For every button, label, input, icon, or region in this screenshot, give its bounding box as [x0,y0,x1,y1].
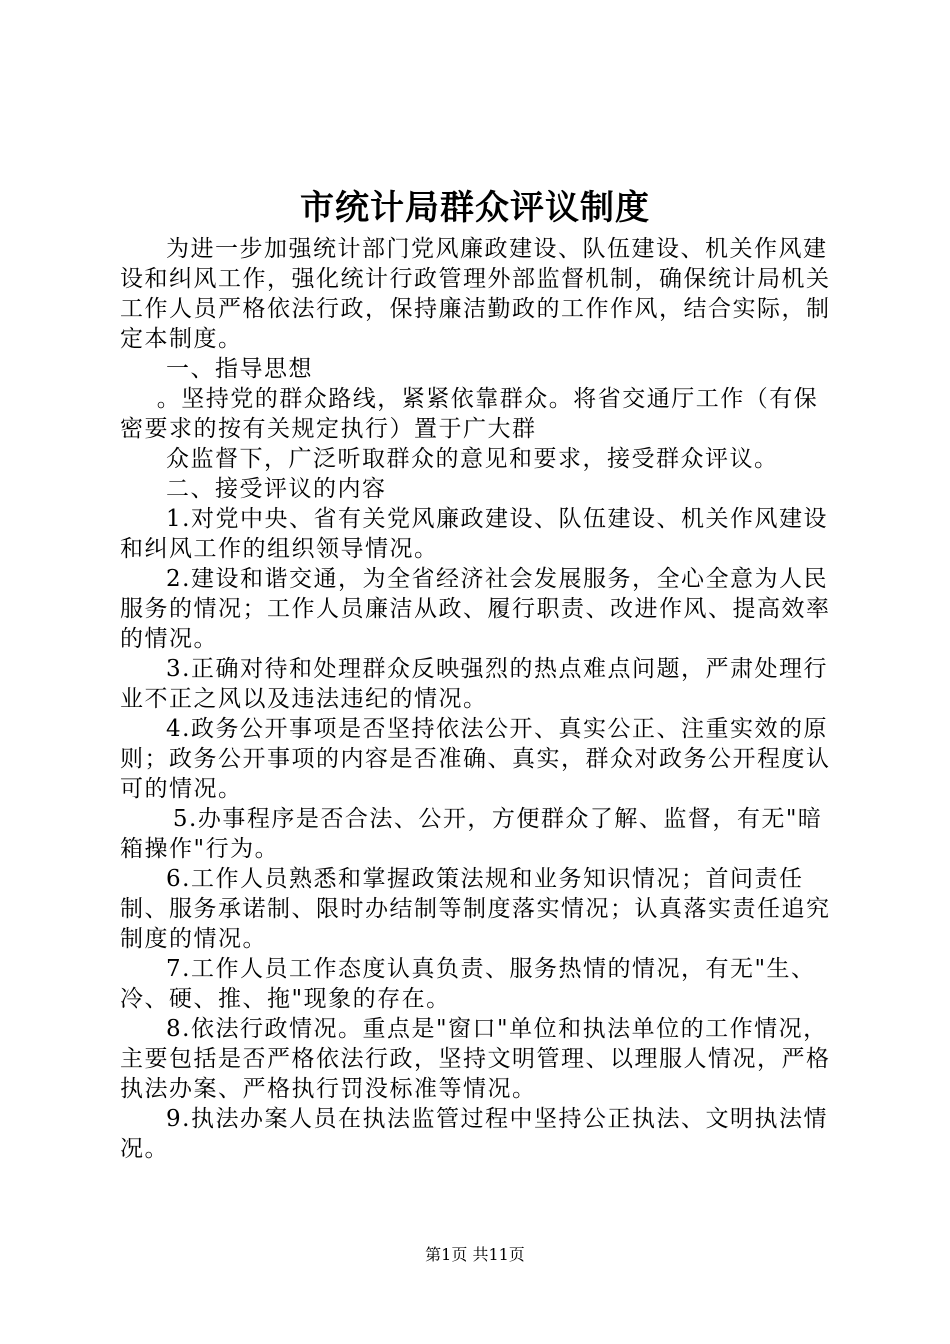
paragraph-guiding-thought-cont: 众监督下，广泛听取群众的意见和要求，接受群众评议。 [166,446,779,472]
paragraph-intro: 为进一步加强统计部门党风廉政建设、队伍建设、机关作风建设和纠风工作，强化统计行政管理外部监督机制，确保统计局机关工作人员严格依法行政，保持廉洁勤政的工作作风，结合实际，制定本制度。 [120,236,831,352]
list-item-9: 9.执法办案人员在执法监管过程中坚持公正执法、文明执法情况。 [120,1106,828,1162]
list-item-1: 1.对党中央、省有关党风廉政建设、队伍建设、机关作风建设和纠风工作的组织领导情况。 [120,506,828,562]
list-item-7: 7.工作人员工作态度认真负责、服务热情的情况，有无"生、冷、硬、推、拖"现象的存在。 [120,956,816,1012]
page-footer: 第1页 共11页 [425,1245,525,1264]
section-heading-evaluation-content: 二、接受评议的内容 [166,476,387,502]
list-item-5: 5.办事程序是否合法、公开，方便群众了解、监督，有无"暗箱操作"行为。 [120,806,823,862]
list-item-4: 4.政务公开事项是否坚持依法公开、真实公正、注重实效的原则；政务公开事项的内容是否准确、真实，群众对政务公开程度认可的情况。 [120,716,831,802]
list-item-2: 2.建设和谐交通，为全省经济社会发展服务，全心全意为人民服务的情况；工作人员廉洁从政、履行职责、改进作风、提高效率的情况。 [120,566,831,652]
list-item-3: 3.正确对待和处理群众反映强烈的热点难点问题，严肃处理行业不正之风以及违法违纪的情况。 [120,656,828,712]
paragraph-guiding-thought: 。坚持党的群众路线，紧紧依靠群众。将省交通厅工作（有保密要求的按有关规定执行）置于广大群 [120,386,819,442]
list-item-8: 8.依法行政情况。重点是"窗口"单位和执法单位的工作情况，主要包括是否严格依法行政，坚持文明管理、以理服人情况，严格执法办案、严格执行罚没标准等情况。 [120,1016,831,1102]
section-heading-guiding-thought: 一、指导思想 [166,356,313,382]
list-item-6: 6.工作人员熟悉和掌握政策法规和业务知识情况；首问责任制、服务承诺制、限时办结制等制度落实情况；认真落实责任追究制度的情况。 [120,866,831,952]
document-body [120,234,832,1164]
document-title: 市统计局群众评议制度 [300,188,650,228]
